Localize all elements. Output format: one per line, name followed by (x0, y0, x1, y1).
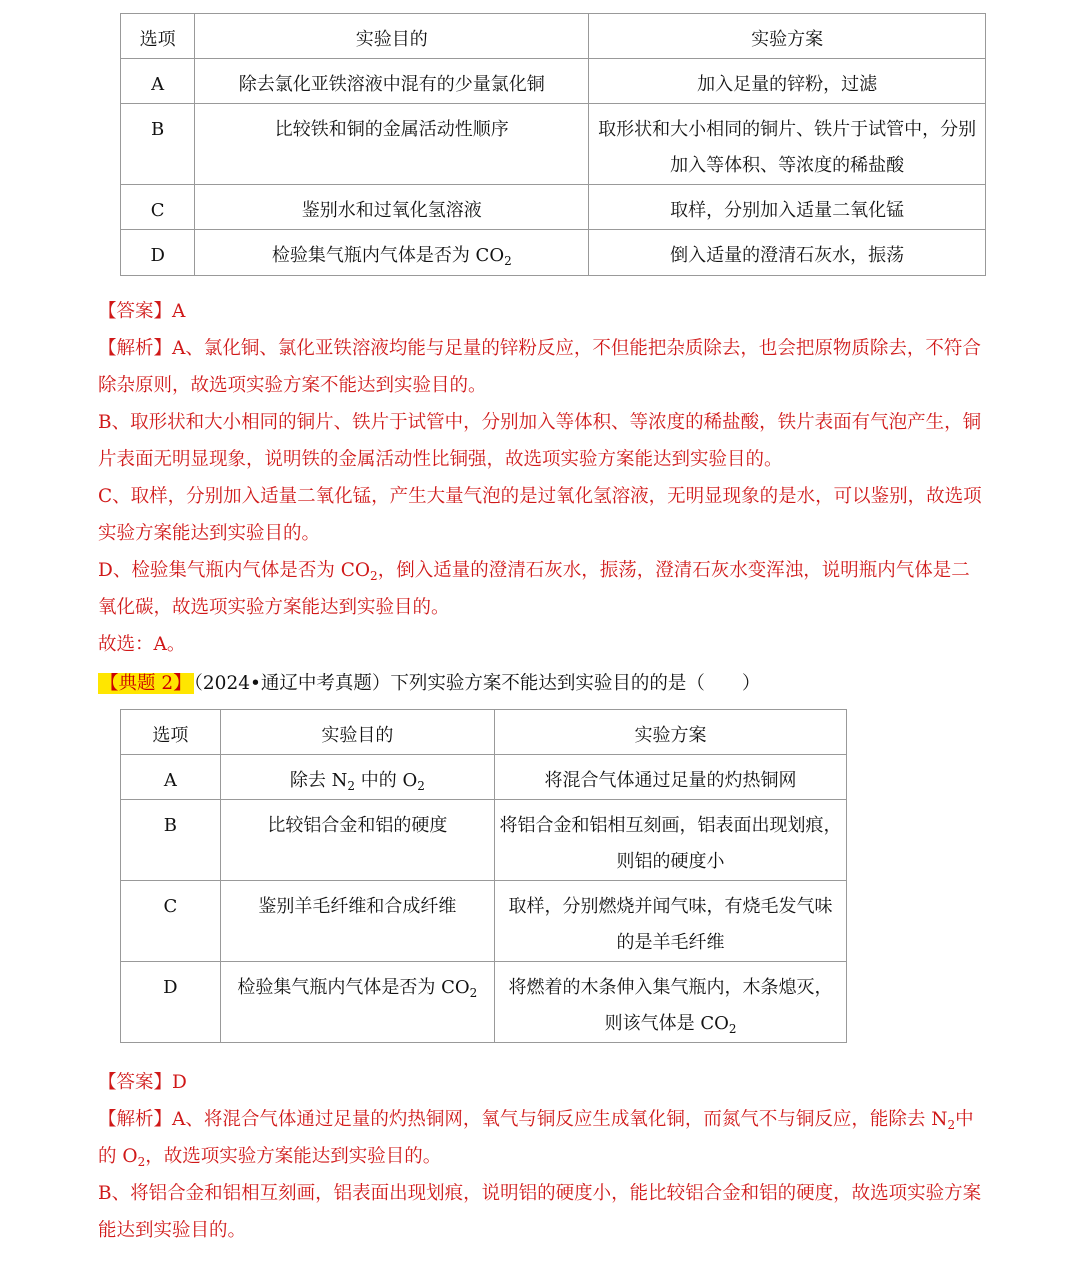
answer-line (98, 293, 988, 330)
subscript: 2 (947, 1118, 956, 1132)
plan-cell (589, 104, 986, 185)
answer-tag: 【答案】 (98, 301, 173, 322)
table-header-row (121, 710, 847, 755)
header-plan: 实验方案 (495, 710, 847, 755)
experiment-table-1 (120, 13, 986, 276)
analysis-text: ，故选项实验方案能达到实验目的。 (145, 1146, 442, 1167)
plan-line: 的是羊毛纤维 (616, 932, 725, 953)
plan-cell (589, 230, 986, 276)
plan-line: 则该气体是 CO (604, 1013, 729, 1034)
answer-line (98, 1064, 988, 1101)
option-cell: B (121, 104, 195, 185)
subscript: 2 (347, 779, 356, 793)
plan-cell (495, 755, 847, 800)
plan-line: 将铝合金和铝相互刻画，铝表面出现划痕， (499, 815, 842, 836)
purpose-text: 除去 N (289, 770, 348, 791)
purpose-cell (195, 230, 589, 276)
question-2 (98, 665, 988, 702)
table-row (121, 185, 986, 230)
analysis-b: B、将铝合金和铝相互刻画，铝表面出现划痕，说明铝的硬度小，能比较铝合金和铝的硬度，故选项实验方案能达到实验目的。 (98, 1183, 982, 1241)
conclusion: 故选：A。 (98, 634, 186, 655)
purpose-cell (220, 755, 494, 800)
subscript: 2 (417, 779, 425, 793)
plan-line: 加入等体积、等浓度的稀盐酸 (670, 155, 905, 176)
analysis-text: A、氯化铜、氯化亚铁溶液均能与足量的锌粉反应，不但能把杂质除去，也会把原物质除去，不符合除杂原则，故选项实验方案不能达到实验目的。 (98, 338, 981, 396)
header-option: 选项 (121, 14, 195, 59)
table-row (121, 962, 847, 1043)
answer-analysis-2 (98, 1064, 988, 1249)
table-row (121, 59, 986, 104)
plan-cell (495, 881, 847, 962)
header-plan: 实验方案 (589, 14, 986, 59)
subscript: 2 (137, 1155, 146, 1169)
table-row (121, 104, 986, 185)
plan-line: 则铝的硬度小 (616, 851, 725, 872)
question-text: （2024•通辽中考真题）下列实验方案不能达到实验目的的是（ ） (193, 673, 761, 694)
plan-cell (495, 800, 847, 881)
analysis-d (98, 552, 988, 626)
purpose-cell: 鉴别羊毛纤维和合成纤维 (220, 881, 494, 962)
option-cell: D (121, 962, 221, 1043)
analysis-tag: 【解析】 (98, 1109, 173, 1130)
option-cell: C (121, 185, 195, 230)
plan-line: 倒入适量的澄清石灰水，振荡 (670, 245, 905, 266)
subscript: 2 (504, 254, 512, 268)
plan-cell (589, 185, 986, 230)
plan-line: 取形状和大小相同的铜片、铁片于试管中，分别 (598, 119, 977, 140)
purpose-text: 中的 O (355, 770, 418, 791)
option-cell: A (121, 59, 195, 104)
subscript: 2 (728, 1022, 737, 1036)
analysis-text: A、将混合气体通过足量的灼热铜网，氧气与铜反应生成氧化铜，而氮气不与铜反应，能除去 N (172, 1109, 948, 1130)
option-cell: D (121, 230, 195, 276)
subscript: 2 (370, 569, 378, 583)
answer-analysis-1 (98, 293, 988, 663)
purpose-cell: 除去氯化亚铁溶液中混有的少量氯化铜 (195, 59, 589, 104)
analysis-a (98, 330, 988, 404)
plan-line: 取样，分别燃烧并闻气味，有烧毛发气味 (508, 896, 833, 917)
purpose-text: 检验集气瓶内气体是否为 CO (237, 977, 470, 998)
plan-cell (495, 962, 847, 1043)
header-purpose: 实验目的 (195, 14, 589, 59)
plan-cell (589, 59, 986, 104)
table-row (121, 800, 847, 881)
plan-line: 将燃着的木条伸入集气瓶内，木条熄灭， (508, 977, 833, 998)
plan-line: 将混合气体通过足量的灼热铜网 (544, 770, 797, 791)
analysis-text: D、检验集气瓶内气体是否为 CO (98, 560, 371, 581)
answer-value: A (172, 301, 186, 322)
option-cell: A (121, 755, 221, 800)
analysis-a (98, 1101, 988, 1175)
table-row (121, 755, 847, 800)
question-tag: 【典题 2】 (100, 673, 192, 694)
option-cell: C (121, 881, 221, 962)
option-cell: B (121, 800, 221, 881)
experiment-table-2 (120, 709, 847, 1043)
answer-tag: 【答案】 (98, 1072, 173, 1093)
plan-line: 加入足量的锌粉，过滤 (697, 74, 878, 95)
analysis-c: C、取样，分别加入适量二氧化锰，产生大量气泡的是过氧化氢溶液，无明显现象的是水，可以鉴别，故选项实验方案能达到实验目的。 (98, 486, 982, 544)
plan-line: 取样，分别加入适量二氧化锰 (670, 200, 905, 221)
table-row (121, 881, 847, 962)
analysis-tag: 【解析】 (98, 338, 173, 359)
analysis-b: B、取形状和大小相同的铜片、铁片于试管中，分别加入等体积、等浓度的稀盐酸，铁片表面有气泡产生，铜片表面无明显现象，说明铁的金属活动性比铜强，故选项实验方案能达到实验目的。 (98, 412, 982, 470)
purpose-cell: 比较铝合金和铝的硬度 (220, 800, 494, 881)
table-header-row (121, 14, 986, 59)
answer-value: D (172, 1072, 187, 1093)
purpose-cell: 鉴别水和过氧化氢溶液 (195, 185, 589, 230)
purpose-cell: 比较铁和铜的金属活动性顺序 (195, 104, 589, 185)
purpose-text: 检验集气瓶内气体是否为 CO (271, 245, 505, 266)
table-row (121, 230, 986, 276)
analysis-text: ，倒入适量的澄清石灰水，振荡，澄清石灰水变浑浊，说明瓶内气体是二氧化碳，故选项实验方案能达到实验目的。 (98, 560, 970, 618)
header-option: 选项 (121, 710, 221, 755)
subscript: 2 (469, 986, 478, 1000)
purpose-cell (220, 962, 494, 1043)
header-purpose: 实验目的 (220, 710, 494, 755)
analysis-text: 中的 O (98, 1109, 974, 1167)
